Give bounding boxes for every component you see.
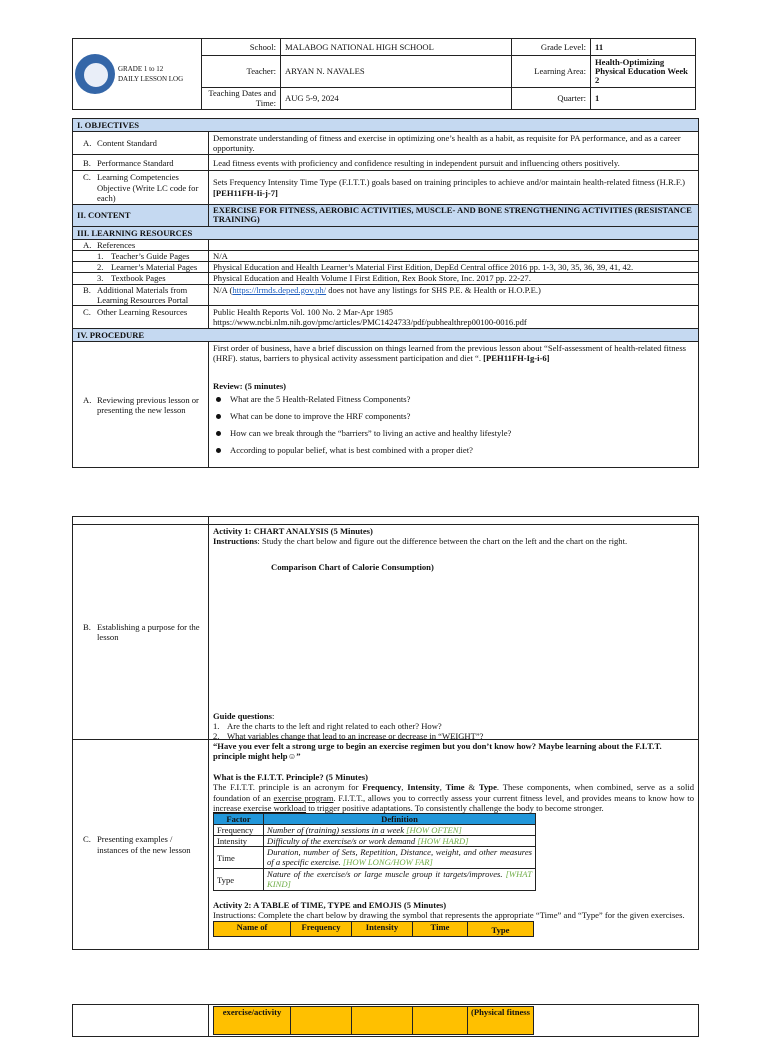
label-text: References bbox=[97, 239, 136, 250]
other-resources-label bbox=[73, 305, 209, 328]
lesson-table-page2 bbox=[72, 516, 699, 950]
fitt-text: , bbox=[439, 782, 446, 793]
fitt-header-definition: Definition bbox=[264, 813, 536, 824]
activity2-col-time: Time bbox=[413, 921, 468, 936]
fitt-definition-table bbox=[213, 813, 536, 891]
review-lesson-content bbox=[209, 342, 699, 468]
fitt-text: . These components, when combined, serve as a solid foundation of an bbox=[213, 782, 695, 803]
additional-materials-text bbox=[209, 284, 699, 305]
label-key: A. bbox=[83, 138, 92, 149]
label-text: Performance Standard bbox=[97, 157, 174, 168]
bullet-dot-icon bbox=[216, 448, 221, 453]
activity2-col-name: Name of bbox=[214, 921, 291, 936]
label-key: C. bbox=[83, 834, 91, 845]
activity1-instructions bbox=[213, 536, 694, 546]
guide-question: Are the charts to the left and right related to each other? How? bbox=[227, 721, 442, 732]
resources-heading: III. LEARNING RESOURCES bbox=[73, 226, 699, 239]
content-standard-label bbox=[73, 132, 209, 155]
review-intro bbox=[213, 343, 694, 363]
label-text: Learning Competencies Objective (Write LC code for each) bbox=[97, 172, 199, 203]
label-key: A. bbox=[83, 239, 92, 250]
label-key: 3. bbox=[97, 273, 104, 284]
fitt-factor: Intensity bbox=[214, 836, 264, 847]
list-item bbox=[213, 428, 694, 438]
activity1-instr-text: : Study the chart below and figure out the difference between the chart on the left and the chart on the right. bbox=[257, 536, 628, 547]
other-resources-text bbox=[209, 305, 699, 328]
fitt-definition bbox=[264, 869, 536, 891]
list-item bbox=[213, 731, 483, 741]
purpose-label bbox=[73, 525, 209, 740]
list-item bbox=[213, 394, 694, 404]
tg-pages-label bbox=[73, 251, 209, 262]
label-text: Other Learning Resources bbox=[97, 306, 188, 317]
lm-pages-text: Physical Education and Health Learner’s Material First Edition, DepEd Central office 2016 pp. 1-3, 30, 35, 36, 39, 41, 42. bbox=[209, 262, 699, 273]
other-resources-line2: https://www.ncbi.nlm.nih.gov/pmc/articles/PMC1424733/pdf/pubhealthrep00100-0016.pdf bbox=[213, 316, 527, 327]
competencies-label bbox=[73, 171, 209, 204]
fitt-text: , bbox=[401, 782, 408, 793]
label-key: B. bbox=[83, 621, 91, 632]
fitt-definition bbox=[264, 836, 536, 847]
fitt-definition bbox=[264, 847, 536, 869]
teacher-value: ARYAN N. NAVALES bbox=[281, 56, 512, 88]
fitt-def-text: Difficulty of the exercise/s or work demand bbox=[267, 836, 418, 847]
references-text bbox=[209, 239, 699, 250]
textbook-pages-text: Physical Education and Health Volume I First Edition, Rex Book Store, Inc. 2017 pp. 22-27. bbox=[209, 273, 699, 284]
guide-title-line bbox=[213, 711, 483, 721]
activity1-instr-label: Instructions bbox=[213, 536, 258, 547]
label-key: C. bbox=[83, 306, 91, 317]
fitt-quote: “Have you ever felt a strong urge to begin an exercise regimen but you don’t know how? Maybe learning about the F.I.T.T. principle might help☺” bbox=[213, 741, 662, 762]
fitt-text: . F.I.T.T., allows you to correctly assess your current fitness level, and provides means to know how to bbox=[333, 792, 694, 803]
label-key: 2. bbox=[97, 262, 104, 273]
lesson-log-header bbox=[72, 38, 696, 110]
additional-materials-pre: N/A ( bbox=[213, 284, 233, 295]
content-text: EXERCISE FOR FITNESS, AEROBIC ACTIVITIES, MUSCLE- AND BONE STRENGTHENING ACTIVITIES (RESISTANCE TRAINING) bbox=[209, 204, 699, 226]
quarter-value: 1 bbox=[591, 88, 696, 110]
competencies-body: Sets Frequency Intensity Time Type (F.I.T.T.) goals based on training principles to achieve and/or maintain health-related fitness (H.R.F.) bbox=[213, 177, 686, 188]
activity2-col-name-cont: exercise/activity bbox=[214, 1007, 291, 1035]
review-lesson-label bbox=[73, 342, 209, 468]
lm-pages-label bbox=[73, 262, 209, 273]
guide-title: Guide questions bbox=[213, 711, 272, 721]
blank-cell bbox=[73, 1005, 209, 1037]
competencies-code: [PEH11FH-Ii-j-7] bbox=[213, 187, 278, 198]
label-text: Reviewing previous lesson or presenting the new lesson bbox=[97, 394, 199, 415]
review-question: What are the 5 Health-Related Fitness Components? bbox=[230, 393, 411, 404]
activity2-continued bbox=[209, 1005, 699, 1037]
tg-pages-text: N/A bbox=[209, 251, 699, 262]
fitt-text: The F.I.T.T. principle is an acronym for bbox=[213, 782, 363, 793]
blank-cell bbox=[73, 517, 209, 525]
fitt-factor: Type bbox=[214, 869, 264, 891]
fitt-definition bbox=[264, 824, 536, 835]
examples-content bbox=[209, 740, 699, 950]
activity2-col-frequency-cont bbox=[291, 1007, 352, 1035]
label-text: Content Standard bbox=[97, 138, 157, 149]
fitt-underline: increase exercise workload bbox=[213, 802, 307, 813]
logo-text-line2: DAILY LESSON LOG bbox=[118, 75, 184, 83]
guide-num: 2. bbox=[213, 731, 220, 742]
teacher-label: Teacher: bbox=[202, 56, 281, 88]
label-text: Establishing a purpose for the lesson bbox=[97, 621, 200, 642]
textbook-pages-label bbox=[73, 273, 209, 284]
purpose-content bbox=[209, 525, 699, 740]
activity2-col-frequency: Frequency bbox=[291, 921, 352, 936]
school-value: MALABOG NATIONAL HIGH SCHOOL bbox=[281, 39, 512, 56]
fitt-def-text: Number of (training) sessions in a week bbox=[267, 824, 407, 835]
guide-question: What variables change that lead to an increase or decrease in “WEIGHT”? bbox=[227, 731, 484, 742]
label-key: 1. bbox=[97, 251, 104, 262]
bullet-dot-icon bbox=[216, 431, 221, 436]
performance-standard-text: Lead fitness events with proficiency and confidence resulting in independent pursuit and influencing others positively. bbox=[209, 155, 699, 171]
guide-colon: : bbox=[271, 711, 275, 721]
content-standard-text: Demonstrate understanding of fitness and exercise in optimizing one’s health as a habit, as requisite for PA performance, and as a career opportunity. bbox=[209, 132, 699, 155]
area-value: Health-Optimizing Physical Education Week 2 bbox=[591, 56, 696, 88]
fitt-factor: Time bbox=[214, 847, 264, 869]
label-text: Additional Materials from Learning Resources Portal bbox=[97, 284, 189, 305]
label-text: Teacher’s Guide Pages bbox=[111, 251, 190, 262]
activity2-col-time-cont bbox=[413, 1007, 468, 1035]
list-item bbox=[213, 411, 694, 421]
fitt-def-tag: [WHAT KIND] bbox=[267, 869, 532, 890]
label-text: Textbook Pages bbox=[111, 273, 166, 284]
activity2-col-type: Type bbox=[468, 921, 534, 936]
fitt-text: & bbox=[464, 782, 479, 793]
activity2-table-continued bbox=[213, 1006, 534, 1035]
fitt-frequency: Frequency bbox=[362, 782, 402, 793]
bullet-dot-icon bbox=[216, 397, 221, 402]
guide-num: 1. bbox=[213, 721, 220, 732]
dates-label: Teaching Dates and Time: bbox=[202, 88, 281, 110]
fitt-time: Time bbox=[445, 782, 465, 793]
references-label bbox=[73, 239, 209, 250]
fitt-type: Type bbox=[478, 782, 497, 793]
examples-label bbox=[73, 740, 209, 950]
performance-standard-label bbox=[73, 155, 209, 171]
fitt-title: What is the F.I.T.T. Principle? (5 Minutes) bbox=[213, 772, 369, 783]
activity2-col-intensity-cont bbox=[352, 1007, 413, 1035]
chart-title: Comparison Chart of Calorie Consumption) bbox=[271, 562, 434, 573]
deped-seal-logo-icon bbox=[75, 54, 115, 94]
review-intro-text: First order of business, have a brief discussion on things learned from the previous lesson about “Self-assessment of health-related fitness (HRF). status, barriers to physical activity assessment participation and diet “. bbox=[213, 343, 687, 364]
fitt-paragraph bbox=[213, 782, 694, 812]
bullet-dot-icon bbox=[216, 414, 221, 419]
label-key: A. bbox=[83, 394, 92, 405]
grade-value: 11 bbox=[591, 39, 696, 56]
fitt-def-tag: [HOW LONG/HOW FAR] bbox=[342, 857, 433, 868]
competencies-text bbox=[209, 171, 699, 204]
fitt-text: to trigger positive adaptations. To consistently challenge the body to become stronger. bbox=[306, 802, 604, 813]
other-resources-line1: Public Health Reports Vol. 100 No. 2 Mar-Apr 1985 bbox=[213, 306, 393, 317]
dates-value: AUG 5-9, 2024 bbox=[281, 88, 512, 110]
review-title: Review: (5 minutes) bbox=[213, 380, 287, 391]
review-question: How can we break through the “barriers” to living an active and healthy lifestyle? bbox=[230, 427, 512, 438]
additional-materials-post: does not have any listings for SHS P.E. & Health or H.O.P.E.) bbox=[326, 284, 541, 295]
label-key: B. bbox=[83, 157, 91, 168]
fitt-header-factor: Factor bbox=[214, 813, 264, 824]
grade-label: Grade Level: bbox=[512, 39, 591, 56]
logo-cell bbox=[73, 39, 202, 110]
school-label: School: bbox=[202, 39, 281, 56]
objectives-heading: I. OBJECTIVES bbox=[73, 119, 699, 132]
fitt-intensity: Intensity bbox=[407, 782, 440, 793]
label-text: Learner’s Material Pages bbox=[111, 262, 198, 273]
area-label: Learning Area: bbox=[512, 56, 591, 88]
fitt-underline: exercise program bbox=[273, 792, 334, 803]
review-question: According to popular belief, what is best combined with a proper diet? bbox=[230, 445, 473, 456]
content-heading: II. CONTENT bbox=[73, 204, 209, 226]
label-key: B. bbox=[83, 284, 91, 295]
list-item bbox=[213, 721, 483, 731]
activity2-instructions: Instructions: Complete the chart below by drawing the symbol that represents the appropriate “Time” and “Type” for the given exercises. bbox=[213, 910, 685, 921]
activity1-title: Activity 1: CHART ANALYSIS (5 Minutes) bbox=[213, 526, 373, 536]
activity2-title: Activity 2: A TABLE of TIME, TYPE and EMOJIS (5 Minutes) bbox=[213, 900, 447, 911]
review-intro-code: [PEH11FH-Ig-i-6] bbox=[483, 353, 550, 364]
activity2-col-intensity: Intensity bbox=[352, 921, 413, 936]
activity2-table bbox=[213, 921, 534, 937]
fitt-def-text: Duration, number of Sets, Repetition, Distance, weight, and other measures of a specific exercise. bbox=[267, 847, 532, 868]
list-item bbox=[213, 445, 694, 455]
fitt-def-tag: [HOW HARD] bbox=[417, 836, 469, 847]
fitt-factor: Frequency bbox=[214, 824, 264, 835]
procedure-heading: IV. PROCEDURE bbox=[73, 329, 699, 342]
label-key: C. bbox=[83, 172, 91, 183]
blank-cell bbox=[209, 517, 699, 525]
additional-materials-label bbox=[73, 284, 209, 305]
fitt-def-text: Nature of the exercise/s or large muscle group it targets/improves. bbox=[267, 869, 506, 880]
fitt-def-tag: [HOW OFTEN] bbox=[406, 824, 462, 835]
lesson-table-page3 bbox=[72, 1004, 699, 1037]
logo-text-line1: GRADE 1 to 12 bbox=[118, 64, 164, 73]
lrmds-link[interactable]: https://lrmds.deped.gov.ph/ bbox=[232, 284, 327, 295]
quarter-label: Quarter: bbox=[512, 88, 591, 110]
review-question: What can be done to improve the HRF components? bbox=[230, 410, 411, 421]
label-text: Presenting examples / instances of the new lesson bbox=[97, 834, 191, 855]
activity2-col-type-cont: (Physical fitness bbox=[468, 1007, 534, 1035]
lesson-table-page1 bbox=[72, 118, 699, 468]
